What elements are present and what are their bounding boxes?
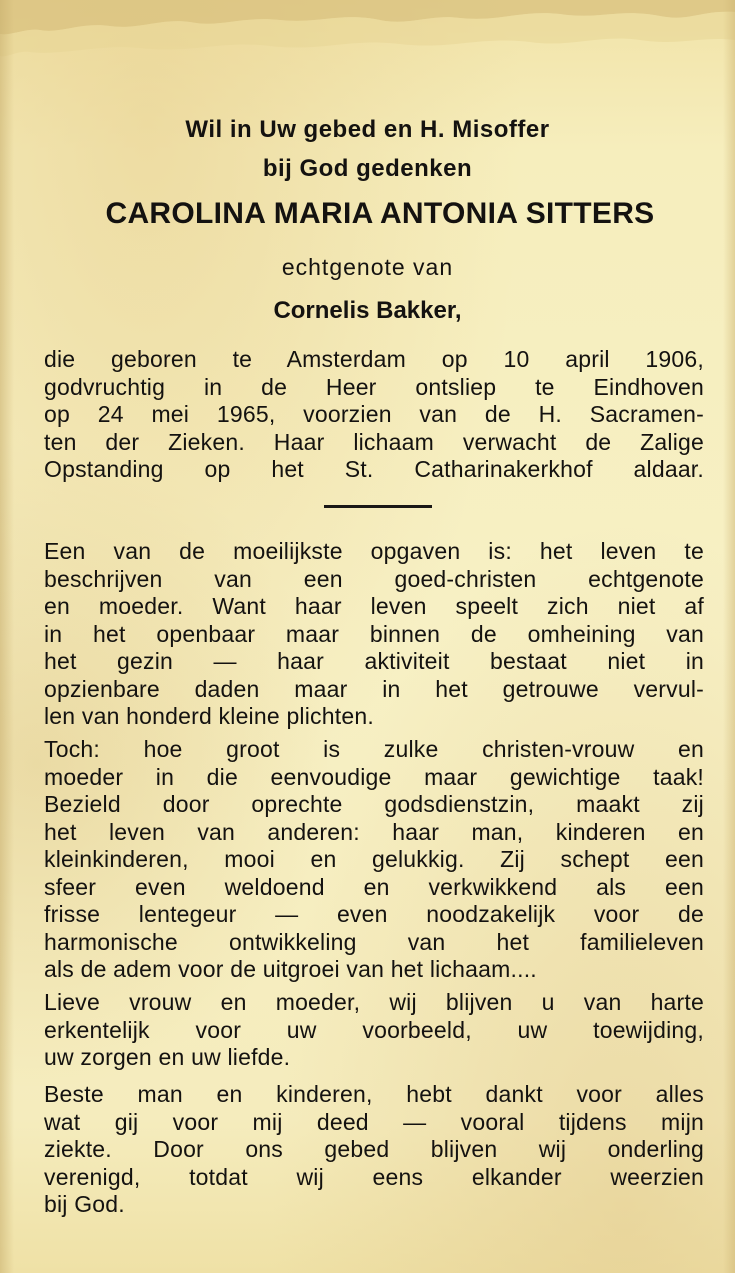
bio-line: godvruchtig in de Heer ontsliep te Eindhoven xyxy=(44,373,704,400)
paragraph-line: beschrijven van een goed-christen echtgenote xyxy=(44,565,704,592)
paragraph-line: bij God. xyxy=(44,1191,125,1217)
paragraph-line: kleinkinderen, mooi en gelukkig. Zij schept een xyxy=(44,846,704,872)
deceased-name: CAROLINA MARIA ANTONIA SITTERS xyxy=(105,197,655,230)
divider-rule xyxy=(324,505,432,508)
spouse-label: echtgenote van xyxy=(281,254,454,280)
paragraph-line: in het openbaar maar binnen de omheining van xyxy=(44,620,704,647)
paragraph-line: harmonische ontwikkeling van het familieleven xyxy=(44,928,704,955)
left-edge-shade xyxy=(0,0,14,1273)
paragraph-2 xyxy=(44,736,704,984)
paragraph-line: Bezield door oprechte godsdienstzin, maakt zij xyxy=(44,791,704,817)
paragraph-line: moeder in die eenvoudige maar gewichtige taak! xyxy=(44,763,704,790)
paragraph-4 xyxy=(44,1081,704,1219)
paragraph-1 xyxy=(44,538,704,731)
paragraph-line: Toch: hoe groot is zulke christen-vrouw en xyxy=(44,736,704,762)
paragraph-line: en moeder. Want haar leven speelt zich niet af xyxy=(44,593,704,619)
bio-paragraph xyxy=(44,346,704,484)
paragraph-line: wat gij voor mij deed — vooral tijdens mijn xyxy=(44,1108,704,1135)
bio-line: Opstanding op het St. Catharinakerkhof aldaar. xyxy=(44,456,704,482)
paragraph-line: uw zorgen en uw liefde. xyxy=(44,1044,291,1070)
paragraph-line: opzienbare daden maar in het getrouwe vervul- xyxy=(44,675,704,702)
intro-line-1: Wil in Uw gebed en H. Misoffer xyxy=(185,116,550,143)
paragraph-line: het gezin — haar aktiviteit bestaat niet in xyxy=(44,648,704,674)
intro-line-2: bij God gedenken xyxy=(262,155,473,182)
bio-line: op 24 mei 1965, voorzien van de H. Sacramen- xyxy=(44,401,704,427)
paragraph-line: Een van de moeilijkste opgaven is: het leven te xyxy=(44,538,704,564)
spouse-name: Cornelis Bakker, xyxy=(273,297,462,324)
paragraph-line: het leven van anderen: haar man, kinderen en xyxy=(44,818,704,845)
paragraph-line: als de adem voor de uitgroei van het lichaam.... xyxy=(44,956,537,982)
paragraph-line: ziekte. Door ons gebed blijven wij onderling xyxy=(44,1136,704,1162)
right-edge-shade xyxy=(723,0,735,1273)
paragraph-line: len van honderd kleine plichten. xyxy=(44,703,374,729)
paragraph-line: frisse lentegeur — even noodzakelijk voor de xyxy=(44,901,704,927)
paragraph-line: sfeer even weldoend en verkwikkend als een xyxy=(44,873,704,900)
paragraph-3 xyxy=(44,989,704,1072)
bio-line: die geboren te Amsterdam op 10 april 1906, xyxy=(44,346,704,372)
paragraph-line: erkentelijk voor uw voorbeeld, uw toewijding, xyxy=(44,1016,704,1043)
torn-top-edge xyxy=(0,0,735,70)
paragraph-line: Lieve vrouw en moeder, wij blijven u van harte xyxy=(44,989,704,1015)
paragraph-line: verenigd, totdat wij eens elkander weerzien xyxy=(44,1163,704,1190)
paragraph-line: Beste man en kinderen, hebt dankt voor alles xyxy=(44,1081,704,1107)
bio-line: ten der Zieken. Haar lichaam verwacht de Zalige xyxy=(44,428,704,455)
